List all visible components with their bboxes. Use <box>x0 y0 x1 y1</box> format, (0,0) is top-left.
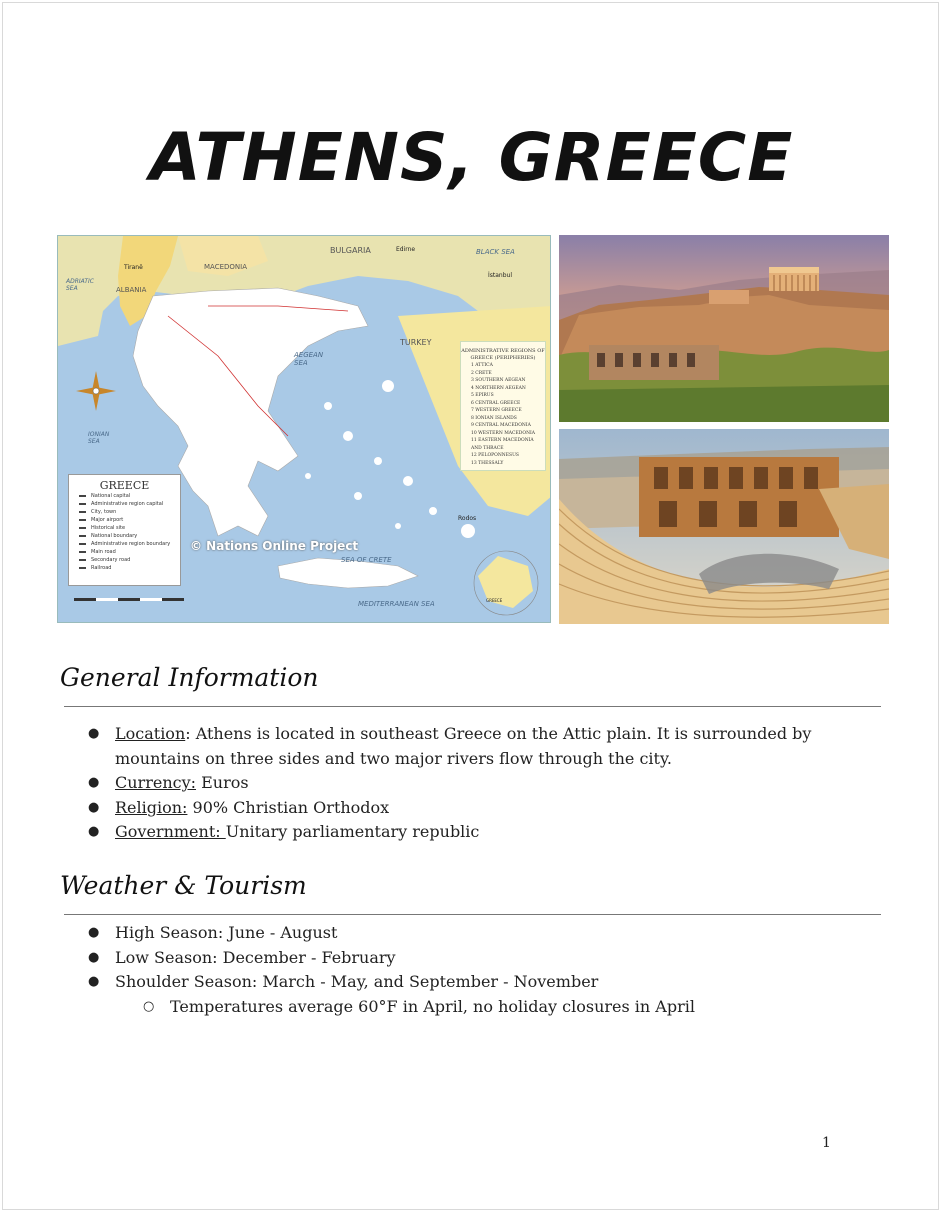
regions-title: ADMINISTRATIVE REGIONS OF GREECE (PERIPHERIES) <box>461 348 545 361</box>
currency-text: Euros <box>196 773 249 792</box>
location-label: Location <box>115 724 186 743</box>
region-item: 8 IONIAN ISLANDS <box>471 415 517 421</box>
map-label-albania: ALBANIA <box>116 286 147 294</box>
map-label-greece-inset: GREECE <box>486 598 503 603</box>
general-info-list <box>0 722 875 845</box>
legend-item: Secondary road <box>91 556 180 564</box>
legend-item: National capital <box>91 492 180 500</box>
map-label-ionian-sea: IONIAN SEA <box>88 431 110 445</box>
legend-item: Administrative region boundary <box>91 540 180 548</box>
list-item: ● Low Season: December - February <box>0 946 875 971</box>
government-label: Government: <box>115 822 226 841</box>
region-item: 2 CRETE <box>471 370 492 376</box>
legend-item: Major airport <box>91 516 180 524</box>
region-item: 3 SOUTHERN AEGEAN <box>471 378 526 383</box>
divider <box>64 706 881 707</box>
map-label-rodos: Rodos <box>458 515 477 522</box>
region-item: 4 NORTHERN AEGEAN <box>471 385 526 391</box>
list-item <box>0 820 875 845</box>
list-item <box>0 796 875 821</box>
region-item: 10 WESTERN MACEDONIA <box>471 430 536 436</box>
list-item: ● High Season: June - August <box>0 921 875 946</box>
map-regions-box <box>460 341 546 471</box>
map-legend <box>68 474 181 586</box>
odeon-photo <box>559 429 889 624</box>
region-item: 9 CENTRAL MACEDONIA <box>471 423 531 428</box>
divider <box>64 914 881 915</box>
map-label-tirane: Tiranë <box>124 264 143 271</box>
acropolis-photo <box>559 235 889 422</box>
list-item: ● Shoulder Season: March - May, and September - November <box>0 970 875 995</box>
map-label-black-sea: BLACK SEA <box>476 248 515 256</box>
map-label-sea-of-crete: SEA OF CRETE <box>341 556 392 564</box>
page-number: 1 <box>822 1135 831 1151</box>
list-item <box>0 771 875 796</box>
legend-item: Railroad <box>91 564 180 572</box>
region-item: 11 EASTERN MACEDONIA AND THRACE <box>471 438 534 451</box>
region-item: 13 THESSALY <box>471 460 504 466</box>
map-label-macedonia: MACEDONIA <box>204 263 248 271</box>
map-copyright: © Nations Online Project <box>190 539 359 553</box>
legend-item: Historical site <box>91 524 180 532</box>
sub-list-item: ○ Temperatures average 60°F in April, no holiday closures in April <box>0 995 930 1020</box>
government-text: Unitary parliamentary republic <box>225 822 480 841</box>
legend-item: Main road <box>91 548 180 556</box>
weather-tourism-list <box>0 921 930 1019</box>
region-item: 6 CENTRAL GREECE <box>471 400 521 406</box>
region-item: 12 PELOPONNESUS <box>471 453 519 458</box>
map-label-aegean-sea: AEGEAN SEA <box>294 351 324 367</box>
legend-item: Administrative region capital <box>91 500 180 508</box>
map-label-mediterranean-sea: MEDITERRANEAN SEA <box>358 600 435 608</box>
map-label-istanbul: İstanbul <box>488 272 513 279</box>
religion-label: Religion: <box>115 797 188 817</box>
general-info-heading: General Information <box>60 663 319 692</box>
weather-tourism-heading: Weather & Tourism <box>60 871 307 900</box>
map-label-turkey: TURKEY <box>400 338 432 347</box>
legend-item: National boundary <box>91 532 180 540</box>
greece-map <box>57 235 551 623</box>
list-item <box>0 722 875 771</box>
religion-text: 90% Christian Orthodox <box>187 797 390 817</box>
legend-title: GREECE <box>99 479 150 492</box>
map-label-edirne: Edirne <box>396 246 416 253</box>
legend-item: City, town <box>91 508 180 516</box>
region-item: 7 WESTERN GREECE <box>471 408 522 413</box>
page-title: ATHENS, GREECE <box>149 119 794 196</box>
map-label-adriatic-sea: ADRIATIC SEA <box>66 278 94 292</box>
region-item: 5 EPIRUS <box>471 393 494 398</box>
currency-label: Currency: <box>115 773 197 792</box>
map-label-bulgaria: BULGARIA <box>330 246 371 255</box>
location-text: : Athens is located in southeast Greece on the Attic plain. It is surrounded by mountains on three sides and two major rivers flow through the city. <box>115 724 812 768</box>
region-item: 1 ATTICA <box>471 363 493 368</box>
